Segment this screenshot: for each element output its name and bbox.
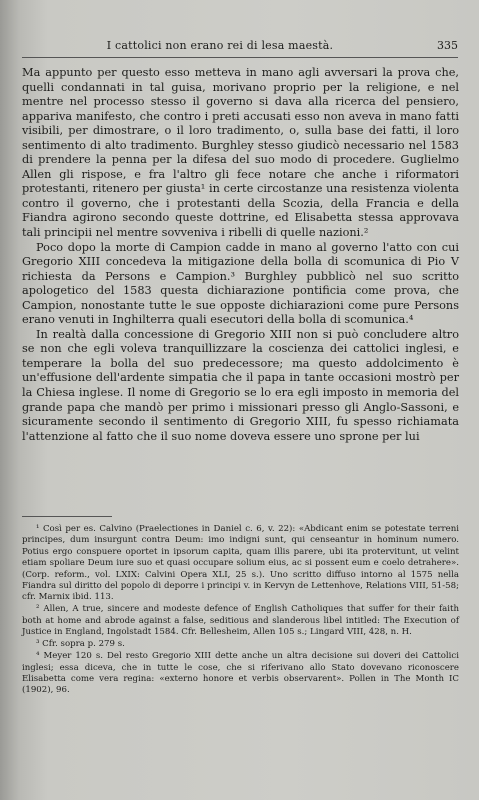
page-header — [22, 38, 458, 54]
page-number: 335 — [437, 39, 458, 52]
running-title: I cattolici non erano rei di lesa maestà. — [106, 39, 334, 52]
footnote-separator — [22, 516, 112, 517]
footnote: ² Allen, A true, sincere and modeste defence of English Catholiques that suffer for their faith both at home and abrode against a false, seditious and slanderous libel intitled: The Execution of Justice in England, Ingolstadt 1584. Cfr. Bellesheim, Allen 105 s.; Lingard VIII, 428, n. H. — [22, 604, 459, 638]
paragraph: In realtà dalla concessione di Gregorio XIII non si può concludere altro se non che egli voleva tranquillizzare la coscienza dei cattolici inglesi, e temperare la bolla del suo predecessore; ma questo addolcimento è un'effusione dell'ardente simpatia che il papa in tante occasioni mostrò per la Chiesa inglese. Il nome di Gregorio se lo era egli imposto in memoria del grande papa che mandò per primo i missionari presso gli Anglo-Sassoni, e sicuramente secondo il sentimento di Gregorio XIII, fu spesso richiamata l'attenzione al fatto che il suo nome doveva essere uno sprone per lui — [22, 327, 459, 443]
paragraph: Ma appunto per questo esso metteva in mano agli avversari la prova che, quelli condannati in tal guisa, morivano proprio per la religione, e nel mentre nel processo stesso il governo si dava alla ricerca del pensiero, appariva manifesto, che contro i preti accusati esso non aveva in mano fatti visibili, per dimostrare, o il loro tradimento, o, sulla base dei fatti, il loro sentimento di alto tradimento. Burghley stesso giudicò necessario nel 1583 di prendere la penna per la difesa del suo modo di procedere. Guglielmo Allen gli rispose, e fra l'altro gli fece notare che anche i riformatori protestanti, ritenero per giusta¹ in certe circostanze una resistenza violenta contro il governo, che i protestanti della Scozia, della Francia e della Fiandra agirono secondo queste dottrine, ed Elisabetta stessa approvava tali principii nel mentre sovveniva i ribelli di quelle nazioni.² — [22, 66, 459, 240]
header-rule — [22, 57, 458, 58]
paragraph: Poco dopo la morte di Campion cadde in mano al governo l'atto con cui Gregorio XIII concedeva la mitigazione della bolla di scomunica di Pio V richiesta da Persons e Campion.³ Burghley pubblicò nel suo scritto apologetico del 1583 questa dichiarazione pontificia come prova, che Campion, nonostante tutte le sue opposte dichiarazioni come pure Persons erano venuti in Inghilterra quali esecutori della bolla di scomunica.⁴ — [22, 240, 459, 327]
main-text — [22, 66, 459, 444]
footnote: ¹ Così per es. Calvino (Praelectiones in Daniel c. 6, v. 22): «Abdicant enim se potestate terreni principes, dum insurgunt contra Deum: imo indigni sunt, qui censeantur in hominum numero. Potius ergo conspuere oportet in ipsorum capita, quam illis parere, ubi ita protervitunt, ut velint etiam spoliare Deum iure suo et quasi occupare solium eius, ac si possent eum e coelo detrahere». (Corp. reform., vol. LXIX: Calvini Opera XLI, 25 s.). Uno scritto diffuso intorno al 1575 nella Fiandra sul diritto del popolo di deporre i principi v. in Kervyn de Lettenhove, Relations VIII, 51-58; cfr. Marnix ibid. 113. — [22, 524, 459, 603]
footnote: ³ Cfr. sopra p. 279 s. — [36, 639, 125, 650]
footnote: ⁴ Meyer 120 s. Del resto Gregorio XIII dette anche un altra decisione sui doveri dei Cattolici inglesi; essa diceva, che in tutte le cose, che si riferivano allo Stato dovevano riconoscere Elisabetta come vera regina: «externo honore et verbis observarent». Pollen in The Month IC (1902), 96. — [22, 651, 459, 696]
footnotes — [22, 524, 459, 697]
